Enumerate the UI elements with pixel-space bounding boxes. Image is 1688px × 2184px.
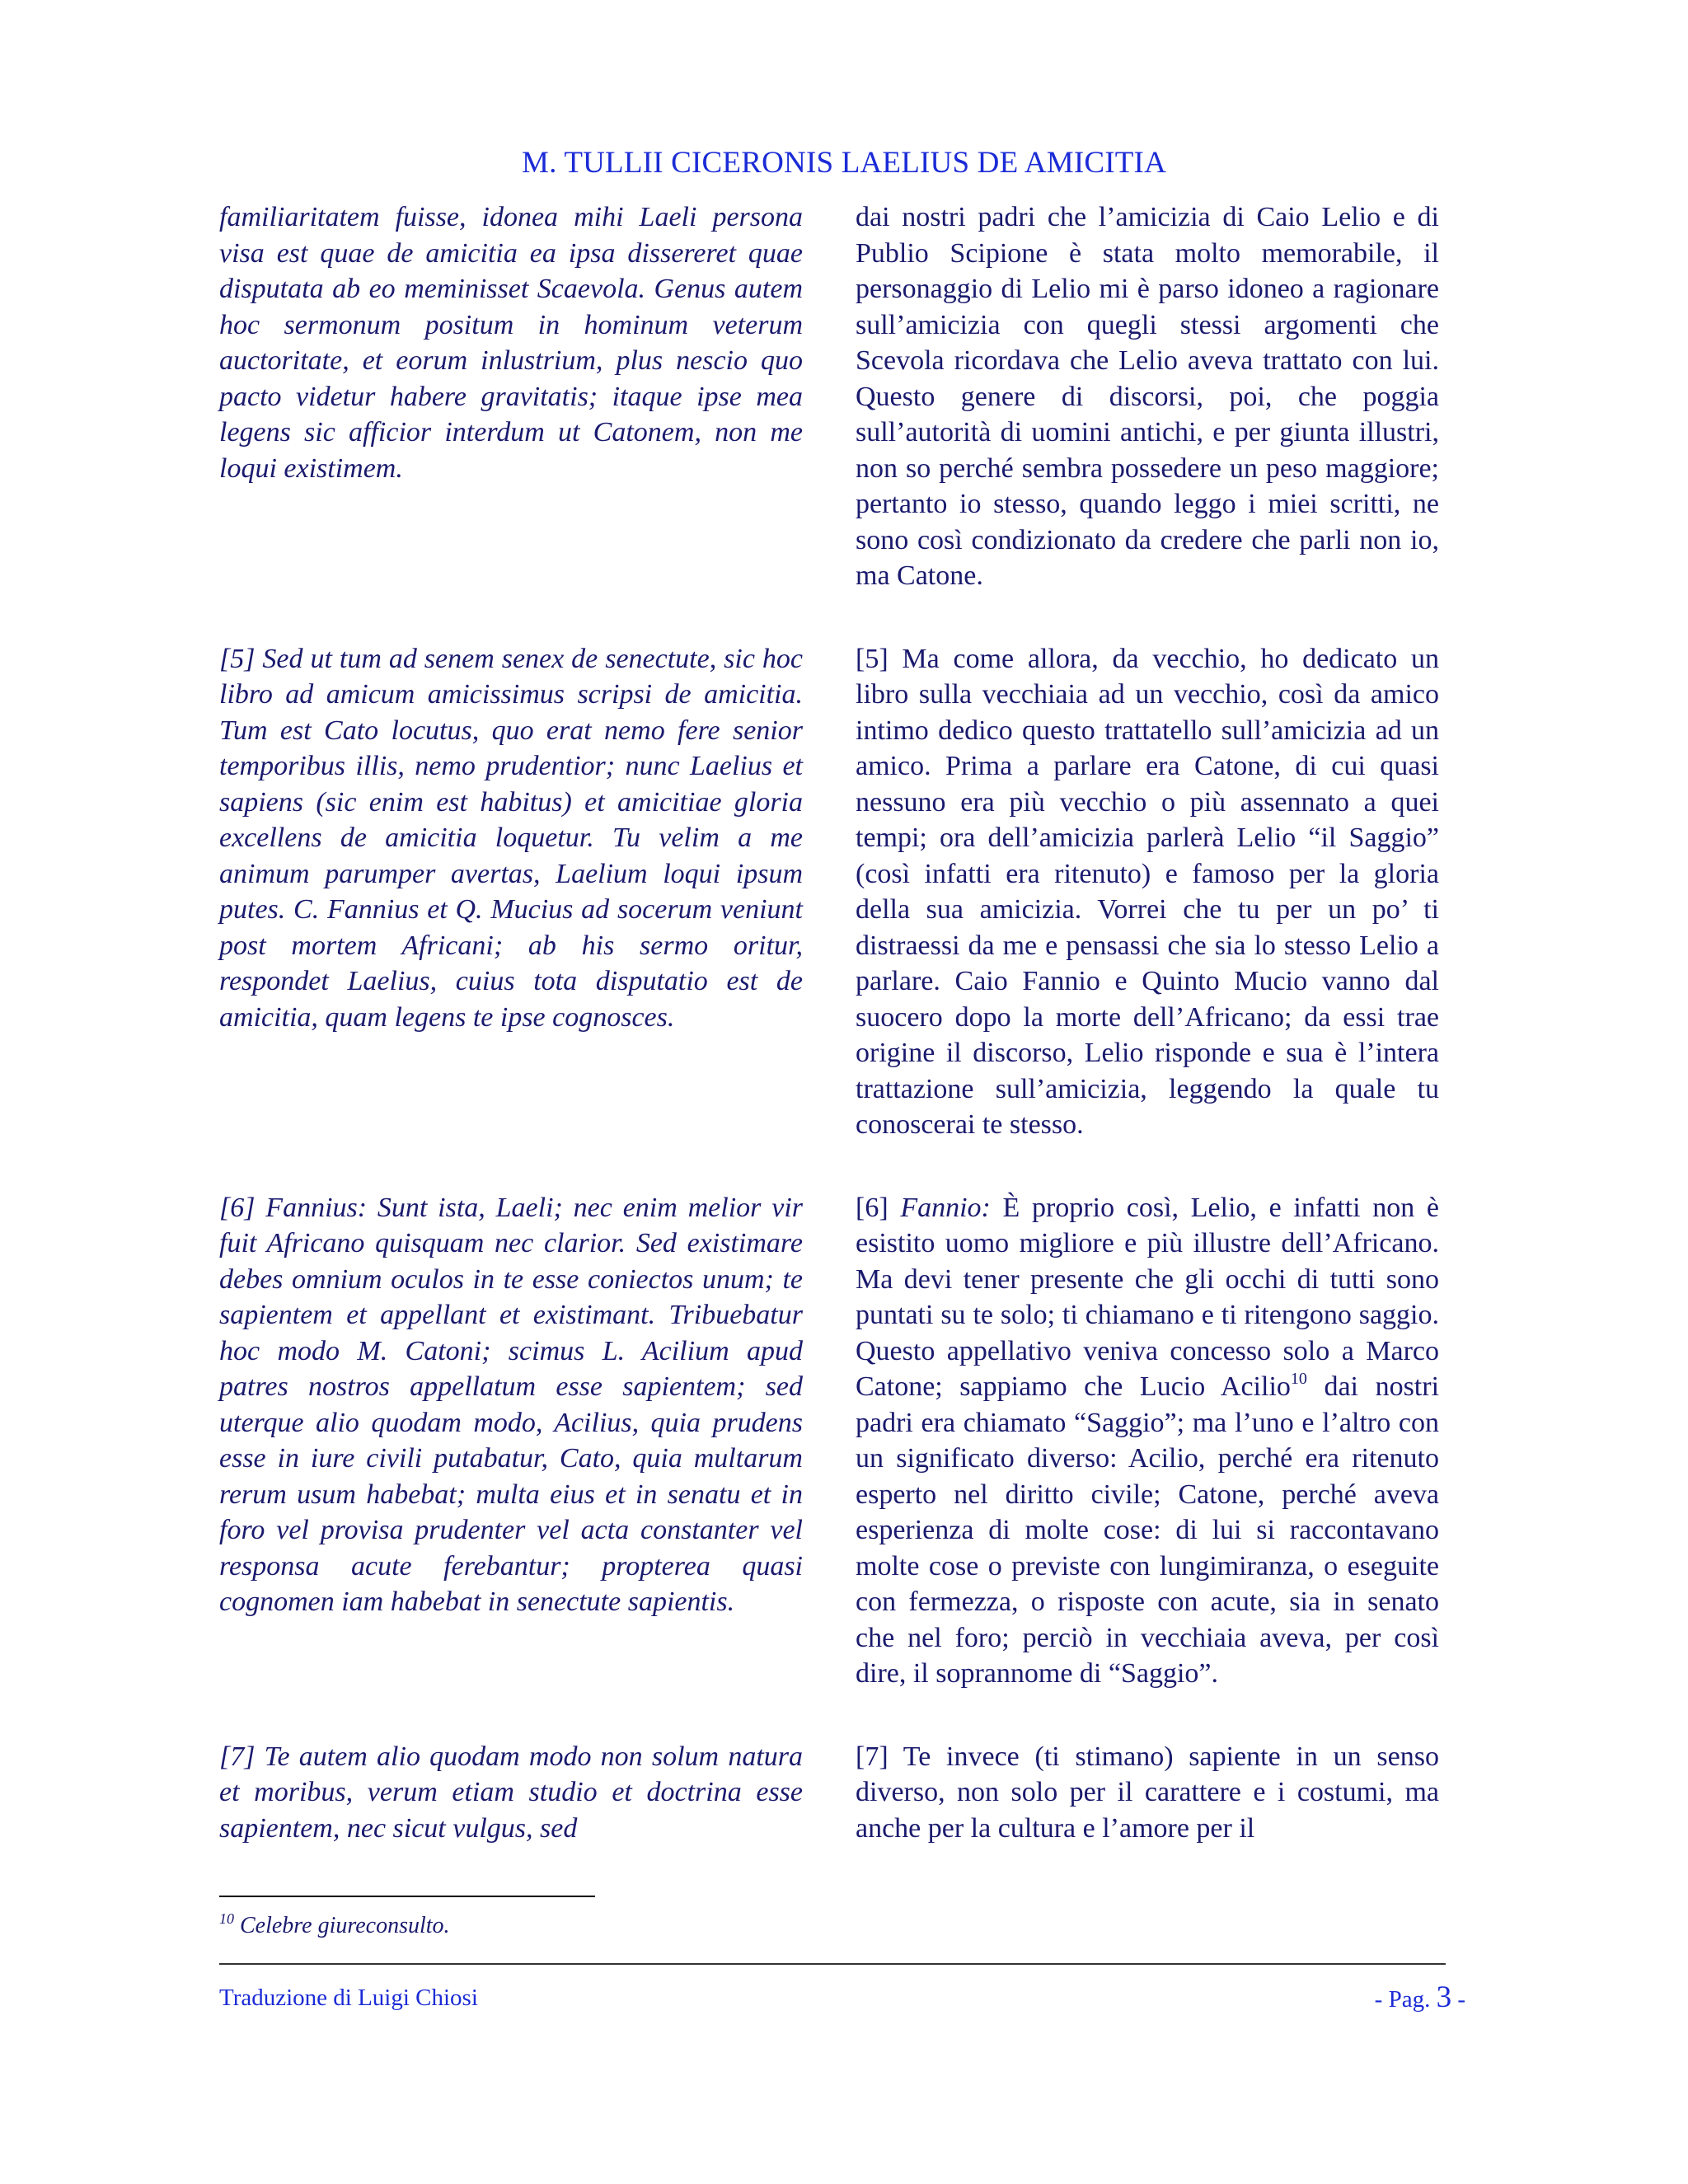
- footer-divider: [219, 1963, 1446, 1965]
- latin-paragraph: [7] Te autem alio quodam modo non solum natura et moribus, verum etiam studio et doctrina esse sapientem, nec sicut vulgus, sed: [219, 1741, 803, 1844]
- footnote-number: 10: [219, 1910, 234, 1927]
- italian-paragraph: [5] Ma come allora, da vecchio, ho dedicato un libro sulla vecchiaia ad un vecchio, così da amico intimo dedico questo trattatello sull’amicizia ad un amico. Prima a parlare era Catone, di cui quasi nessuno era più vecchio o più assennato a quei tempi; ora dell’amicizia parlerà Lelio “il Saggio” (così infatti era ritenuto) e famoso per la gloria della sua amicizia. Vorrei che tu per un po’ ti distraessi da me e pensassi che sia lo stesso Lelio a parlare. Caio Fannio e Quinto Mucio vanno dal suocero dopo la morte dell’Africano; da essi trae origine il discorso, Lelio risponde e sua è l’intera trattazione sull’amicizia, leggendo la quale tu conoscerai te stesso.: [856, 643, 1439, 1140]
- section-row: [219, 199, 1439, 594]
- footnote-separator: [219, 1896, 595, 1897]
- footer-translator-credit: Traduzione di Luigi Chiosi: [219, 1985, 478, 2011]
- parallel-text-columns: [219, 199, 1439, 1858]
- italian-paragraph: dai nostri padri che l’amicizia di Caio Lelio e di Publio Scipione è stata molto memorabile, il personaggio di Lelio mi è parso idoneo a ragionare sull’amicizia con quegli stessi argomenti che Scevola ricordava che Lelio aveva trattato con lui. Questo genere di discorsi, poi, che poggia sull’autorità di uomini antichi, e per giunta illustri, non so perché sembra possedere un peso maggiore; pertanto io stesso, quando leggo i miei scritti, ne sono così condizionato da credere che parli non io, ma Catone.: [856, 202, 1439, 591]
- footer-page-number: [1375, 1980, 1465, 2015]
- footnote: [219, 1910, 450, 1939]
- page-label-suffix: -: [1451, 1986, 1465, 2013]
- footnote-text: Celebre giureconsulto.: [234, 1913, 450, 1938]
- page-number: 3: [1436, 1980, 1452, 2014]
- italian-section-number: [6]: [856, 1192, 901, 1223]
- section-row: [219, 1739, 1439, 1847]
- italian-paragraph: [7] Te invece (ti stimano) sapiente in un senso diverso, non solo per il carattere e i costumi, ma anche per la cultura e l’amore per il: [856, 1741, 1439, 1844]
- latin-paragraph: familiaritatem fuisse, idonea mihi Laeli persona visa est quae de amicitia ea ipsa dissereret quae disputata ab eo meminisset Scaevola. Genus autem hoc sermonum positum in hominum veterum auctoritate, et eorum inlustrium, plus nescio quo pacto videtur habere gravitatis; itaque ipse mea legens sic afficior interdum ut Catonem, non me loqui existimem.: [219, 202, 803, 484]
- footnote-reference[interactable]: 10: [1290, 1370, 1307, 1388]
- page-label-prefix: - Pag.: [1374, 1986, 1437, 2013]
- italian-text-part: dai nostri padri era chiamato “Saggio”; ma l’uno e l’altro con un significato diverso: Acilio, perché era ritenuto esperto nel diritto civile; Catone, perché aveva esperienza di molte cose: di lui si raccontavano molte cose o previste con lungimiranza, o eseguite con fermezza, o risposte con acute, sia in senato che nel foro; perciò in vecchiaia aveva, per così dire, il soprannome di “Saggio”.: [856, 1371, 1440, 1689]
- section-row: [219, 641, 1439, 1143]
- latin-paragraph: [6] Fannius: Sunt ista, Laeli; nec enim melior vir fuit Africano quisquam nec clarior. Sed existimare debes omnium oculos in te esse coniectos unum; te sapientem et appellant et existimant. Tribuebatur hoc modo M. Catoni; scimus L. Acilium apud patres nostros appellatum esse sapientem; sed uterque alio quodam modo, Acilius, quia prudens esse in iure civili putabatur, Cato, quia multarum rerum usum habebat; multa eius et in senatu et in foro vel provisa prudenter vel acta constanter vel responsa acute ferebantur; propterea quasi cognomen iam habebat in senectute sapientis.: [219, 1192, 803, 1617]
- latin-paragraph: [5] Sed ut tum ad senem senex de senectute, sic hoc libro ad amicum amicissimus scripsi de amicitia. Tum est Cato locutus, quo erat nemo fere senior temporibus illis, nemo prudentior; nunc Laelius et sapiens (sic enim est habitus) et amicitiae gloria excellens de amicitia loquetur. Tu velim a me animum parumper avertas, Laelium loqui ipsum putes. C. Fannius et Q. Mucius ad socerum veniunt post mortem Africani; ab his sermo oritur, respondet Laelius, cuius tota disputatio est de amicitia, quam legens te ipse cognosces.: [219, 643, 803, 1033]
- section-row: [219, 1190, 1439, 1692]
- running-header-title: M. TULLII CICERONIS LAELIUS DE AMICITIA: [522, 146, 1166, 180]
- italian-paragraph: [856, 1190, 1439, 1692]
- italian-text-part: È proprio così, Lelio, e infatti non è esistito uomo migliore e più illustre dell’Africano. Ma devi tener presente che gli occhi di tutti sono puntati su te solo; ti chiamano e ti ritengono saggio. Questo appellativo veniva concesso solo a Marco Catone; sappiamo che Lucio Acilio: [856, 1192, 1439, 1402]
- speaker-name: Fannio:: [900, 1192, 991, 1223]
